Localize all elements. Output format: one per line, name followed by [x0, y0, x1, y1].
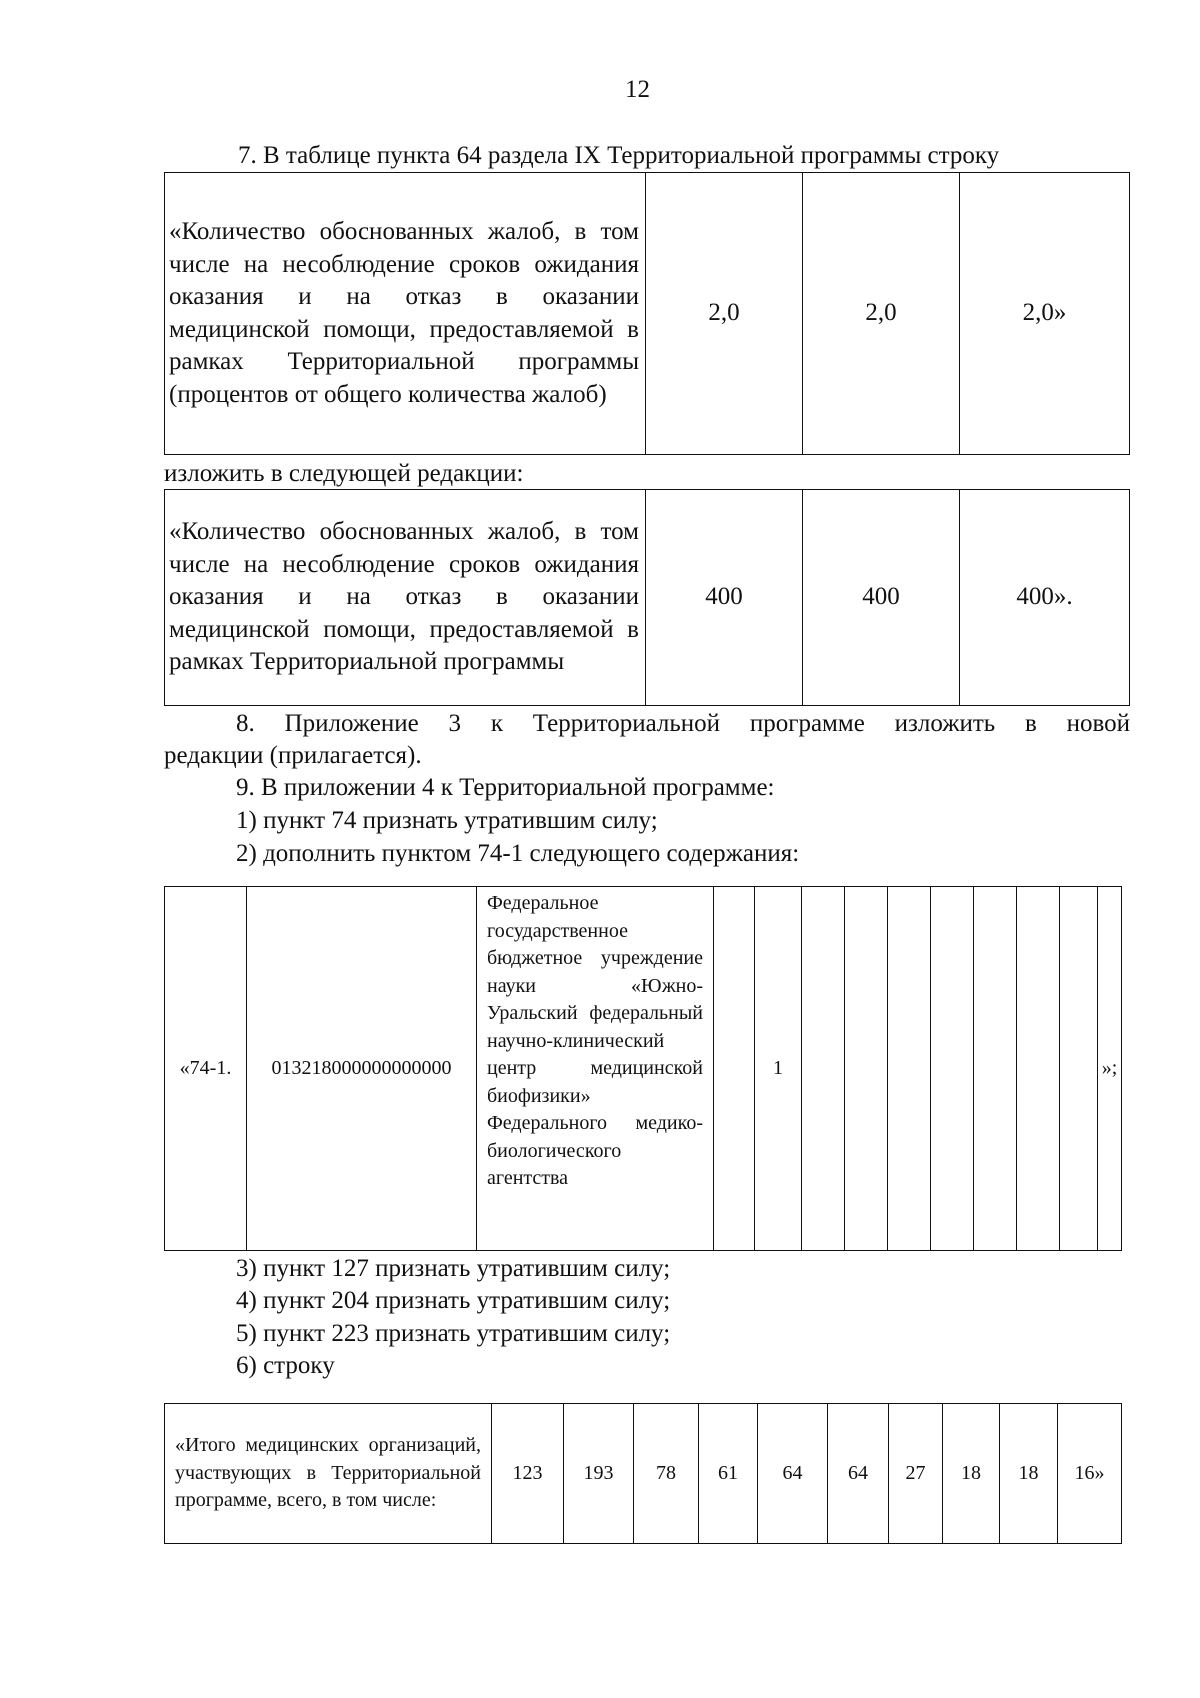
- total-value: 18: [943, 1404, 1000, 1544]
- new-row-value-1: 400: [646, 490, 803, 706]
- item7-intro: 7. В таблице пункта 64 раздела IX Территориальной программы строку: [238, 142, 1000, 169]
- registry-number: «74-1.: [165, 887, 247, 1251]
- registry-empty-cell: [1017, 887, 1060, 1251]
- total-value: 78: [634, 1404, 699, 1544]
- old-row-table: [164, 172, 1130, 455]
- total-value: 27: [889, 1404, 943, 1544]
- total-row-table: [164, 1403, 1122, 1544]
- registry-mark: 1: [755, 887, 802, 1251]
- item9-sub6: 6) строку: [236, 1352, 335, 1379]
- item8-line1: 8. Приложение 3 к Территориальной программе изложить в новой: [236, 710, 1130, 737]
- total-value: 193: [564, 1404, 634, 1544]
- registry-empty-cell: [888, 887, 931, 1251]
- registry-closing: »;: [1098, 887, 1122, 1251]
- total-value: 123: [492, 1404, 564, 1544]
- registry-empty-cell: [714, 887, 755, 1251]
- total-value: 64: [758, 1404, 828, 1544]
- item9-sub1: 1) пункт 74 признать утратившим силу;: [236, 807, 658, 834]
- registry-empty-cell: [974, 887, 1017, 1251]
- new-row-value-3: 400».: [960, 490, 1130, 706]
- registry-code: 013218000000000000: [247, 887, 477, 1251]
- item9-sub5: 5) пункт 223 признать утратившим силу;: [236, 1320, 671, 1347]
- registry-empty-cell: [845, 887, 888, 1251]
- registry-row-table: [164, 886, 1122, 1251]
- item9-sub2: 2) дополнить пунктом 74-1 следующего содержания:: [236, 840, 800, 867]
- old-row-value-2: 2,0: [803, 173, 960, 455]
- registry-empty-cell: [931, 887, 974, 1251]
- total-value: 18: [1000, 1404, 1058, 1544]
- old-row-value-3: 2,0»: [960, 173, 1130, 455]
- item8-line2: редакции (прилагается).: [164, 742, 422, 769]
- page-number: 12: [625, 76, 650, 103]
- item9-intro: 9. В приложении 4 к Территориальной программе:: [236, 774, 775, 801]
- new-row-table: [164, 489, 1130, 706]
- replace-text: изложить в следующей редакции:: [164, 460, 524, 487]
- old-row-label: «Количество обоснованных жалоб, в том числе на несоблюдение сроков ожидания оказания и на отказ в оказании медицинской помощи, предоставляемой в рамках Территориальной программы (процентов от общего количества жалоб): [165, 173, 646, 455]
- old-row-value-1: 2,0: [646, 173, 803, 455]
- registry-empty-cell: [1060, 887, 1098, 1251]
- new-row-label: «Количество обоснованных жалоб, в том числе на несоблюдение сроков ожидания оказания и на отказ в оказании медицинской помощи, предоставляемой в рамках Территориальной программы: [165, 490, 646, 706]
- registry-empty-cell: [802, 887, 845, 1251]
- item9-sub3: 3) пункт 127 признать утратившим силу;: [236, 1255, 671, 1282]
- total-row-label: «Итого медицинских организаций, участвующих в Территориальной программе, всего, в том числе:: [165, 1404, 492, 1544]
- registry-organization: Федеральное государственное бюджетное учреждение науки «Южно-Уральский федеральный научно-клинический центр медицинской биофизики» Федерального медико-биологического агентства: [477, 887, 714, 1251]
- new-row-value-2: 400: [803, 490, 960, 706]
- item9-sub4: 4) пункт 204 признать утратившим силу;: [236, 1287, 671, 1314]
- total-value: 16»: [1058, 1404, 1122, 1544]
- total-value: 64: [828, 1404, 889, 1544]
- total-value: 61: [699, 1404, 758, 1544]
